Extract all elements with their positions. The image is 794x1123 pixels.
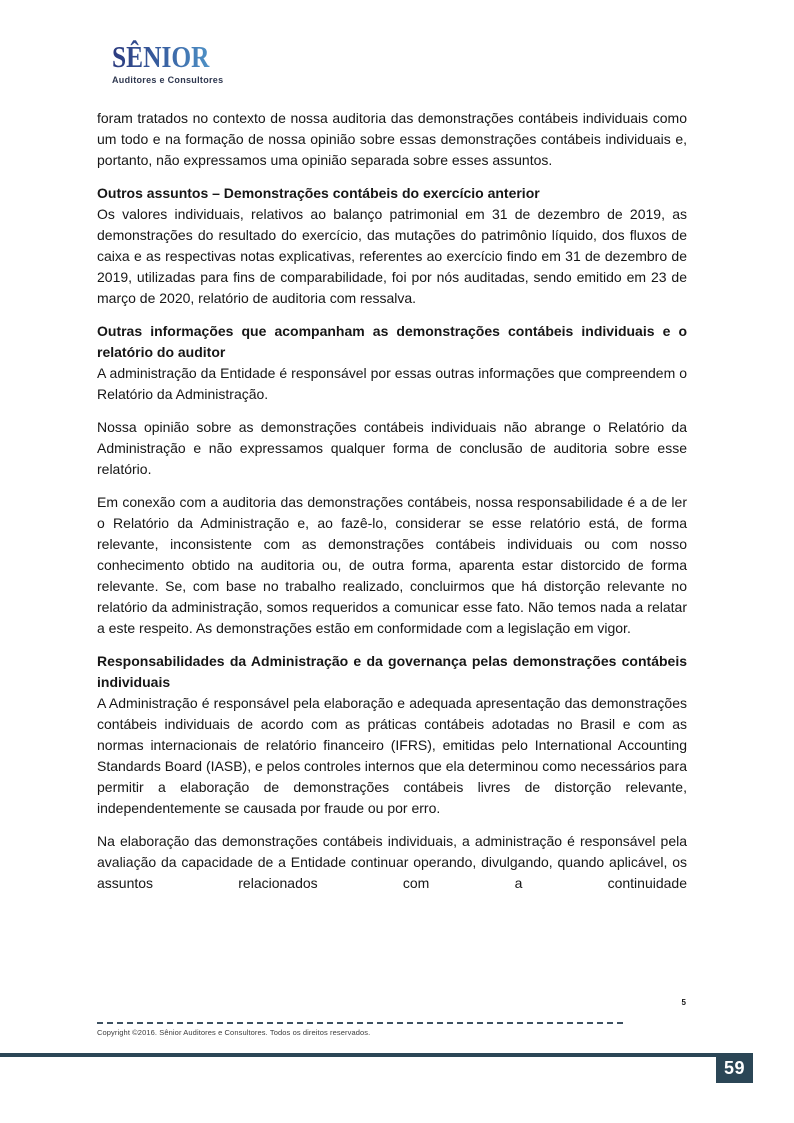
section-heading: Outras informações que acompanham as demonstrações contábeis individuais e o relatório do auditor [97, 323, 687, 360]
body-paragraph: foram tratados no contexto de nossa auditoria das demonstrações contábeis individuais como um todo e na formação de nossa opinião sobre essas demonstrações contábeis individuais e, portanto, não expressamos uma opinião separada sobre esses assuntos. [97, 110, 687, 168]
section-heading: Outros assuntos – Demonstrações contábeis do exercício anterior [97, 185, 540, 201]
body-paragraph: Na elaboração das demonstrações contábeis individuais, a administração é responsável pela avaliação da capacidade de a Entidade continuar operando, divulgando, quando aplicável, os assuntos relacionados com a continuidade [97, 833, 687, 891]
page-number-badge [716, 1053, 753, 1083]
section-heading: Responsabilidades da Administração e da governança pelas demonstrações contábeis individuais [97, 653, 687, 690]
footer-accent-line [0, 1053, 716, 1057]
document-body [97, 108, 687, 906]
body-paragraph: Os valores individuais, relativos ao balanço patrimonial em 31 de dezembro de 2019, as demonstrações do resultado do exercício, das mutações do patrimônio líquido, dos fluxos de caixa e as respectivas notas explicativas, referentes ao exercício findo em 31 de dezembro de 2019, utilizadas para fins de comparabilidade, foi por nós auditadas, sendo emitido em 23 de março de 2020, relatório de auditoria com ressalva. [97, 206, 687, 306]
company-logo [112, 40, 231, 85]
body-paragraph: Nossa opinião sobre as demonstrações contábeis individuais não abrange o Relatório da Administração e não expressamos qualquer forma de conclusão de auditoria sobre esse relatório. [97, 419, 687, 477]
copyright-text: Copyright ©2016. Sênior Auditores e Consultores. Todos os direitos reservados. [97, 1028, 371, 1037]
footer-separator [97, 1022, 623, 1024]
body-paragraph: A administração da Entidade é responsável por essas outras informações que compreendem o Relatório da Administração. [97, 365, 687, 402]
footnote-number: 5 [681, 998, 686, 1007]
logo-tagline: Auditores e Consultores [112, 75, 224, 85]
body-paragraph: Em conexão com a auditoria das demonstrações contábeis, nossa responsabilidade é a de ler o Relatório da Administração e, ao fazê-lo, considerar se esse relatório está, de forma relevante, inconsistente com as demonstrações contábeis individuais ou com nosso conhecimento obtido na auditoria ou, de outra forma, aparenta estar distorcido de forma relevante. Se, com base no trabalho realizado, concluirmos que há distorção relevante no relatório da administração, somos requeridos a comunicar esse fato. Não temos nada a relatar a este respeito. As demonstrações estão em conformidade com a legislação em vigor. [97, 494, 687, 636]
page-number: 59 [723, 1057, 746, 1078]
logo-wordmark: SÊNIOR [112, 39, 210, 74]
body-paragraph: A Administração é responsável pela elaboração e adequada apresentação das demonstrações contábeis individuais de acordo com as práticas contábeis adotadas no Brasil e com as normas internacionais de relatório financeiro (IFRS), emitidas pelo International Accounting Standards Board (IASB), e pelos controles internos que ela determinou como necessários para permitir a elaboração de demonstrações contábeis livres de distorção relevante, independentemente se causada por fraude ou por erro. [97, 695, 687, 816]
